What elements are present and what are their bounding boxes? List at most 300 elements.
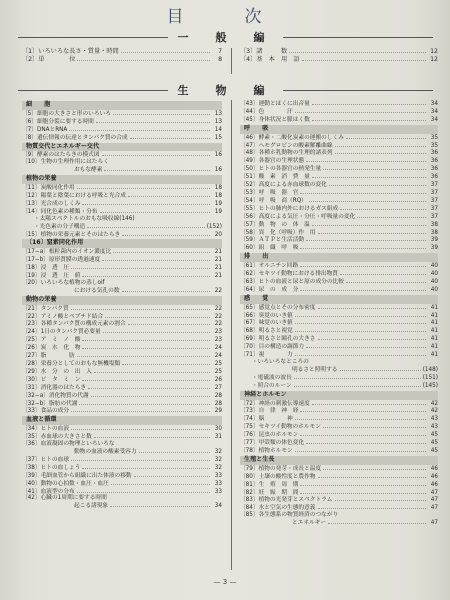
toc-entry-page: 46 xyxy=(430,473,438,480)
dot-leader xyxy=(71,425,210,430)
toc-entry-title: 〔7〕DNAとRNA xyxy=(22,126,68,133)
toc-entry[interactable] xyxy=(22,56,222,64)
toc-entry[interactable] xyxy=(240,100,438,108)
toc-entry-title: 〔79〕植物の発芽・成長と温度 xyxy=(240,465,322,472)
toc-entry[interactable] xyxy=(22,110,222,118)
toc-entry[interactable] xyxy=(240,205,438,213)
toc-entry-page: (151) xyxy=(422,374,438,381)
dot-leader xyxy=(113,248,210,253)
toc-entry-title: 〔39〕毛細血管から組織に出た体液の移動 xyxy=(22,472,132,479)
toc-section-heading: 血液と循環 xyxy=(22,416,222,425)
toc-entry-page: 24 xyxy=(214,345,222,352)
toc-entry-title: 〔48〕各種ホ乳動物の生理的諸表列 xyxy=(240,150,333,157)
toc-entry-title: 〔84〕水と空気の生態的意義 xyxy=(240,505,316,512)
dot-leader xyxy=(102,151,210,156)
toc-entry[interactable] xyxy=(240,519,438,527)
dot-leader xyxy=(295,319,426,324)
toc-entry[interactable] xyxy=(22,208,222,216)
toc-entry-title: 〔2〕単 位 xyxy=(22,55,76,63)
toc-entry-page: 45 xyxy=(430,432,438,439)
toc-entry[interactable] xyxy=(240,116,438,124)
toc-entry-page: 18 xyxy=(214,185,222,192)
dot-leader xyxy=(77,184,210,189)
toc-entry-page: 12 xyxy=(430,48,438,55)
toc-entry-page: 15 xyxy=(214,134,222,141)
toc-section-heading: 呼 吸 xyxy=(240,125,438,134)
toc-entry-page: 25 xyxy=(214,368,222,375)
toc-section-heading: 細 胞 xyxy=(22,101,222,110)
dot-leader xyxy=(295,108,426,113)
toc-entry-title: 〔28〕栄養分としてのおもな無機塩類 xyxy=(22,361,121,367)
toc-entry[interactable] xyxy=(240,359,438,366)
toc-entry-title: 〔57〕動 物 の 体 温 xyxy=(240,221,310,228)
toc-entry-page: 41 xyxy=(430,320,438,327)
toc-entry[interactable] xyxy=(240,439,438,447)
toc-entry-page: 21 xyxy=(214,265,222,272)
toc-entry[interactable] xyxy=(22,313,222,321)
toc-entry[interactable] xyxy=(22,118,222,126)
toc-entry[interactable] xyxy=(22,464,222,472)
dot-leader xyxy=(312,173,426,178)
toc-entry-page: 22 xyxy=(214,321,222,328)
toc-entry[interactable] xyxy=(22,305,222,313)
dot-leader xyxy=(300,489,426,494)
toc-entry-page: 38 xyxy=(430,229,438,236)
toc-entry[interactable] xyxy=(240,236,438,244)
toc-entry[interactable] xyxy=(22,360,222,368)
page-number: — 3 — xyxy=(213,578,237,586)
toc-entry[interactable] xyxy=(240,213,438,221)
toc-entry[interactable] xyxy=(22,248,222,256)
toc-entry-page: 43 xyxy=(430,416,438,423)
toc-entry[interactable] xyxy=(240,431,438,439)
dot-leader xyxy=(312,100,426,105)
toc-entry[interactable] xyxy=(22,368,222,376)
toc-entry-page: 12 xyxy=(430,55,438,63)
toc-entry-title: 〔14〕同化色素の種類・分布 xyxy=(22,208,98,215)
toc-entry-title: 〔15〕植物の栄養元素とそのはたらき xyxy=(22,231,121,238)
toc-entry[interactable] xyxy=(240,319,438,327)
toc-left-column xyxy=(22,100,222,510)
toc-entry-title: ・太陽スペクトルのおもな吸収線(146) xyxy=(34,215,135,222)
dot-leader xyxy=(335,149,426,154)
dot-leader xyxy=(71,264,210,269)
toc-entry-title: 〔58〕異 化（呼吸）作 用 xyxy=(240,229,316,236)
toc-section-heading: 〔16〕窒素同化作用 xyxy=(22,239,222,248)
dot-leader xyxy=(71,407,210,412)
toc-entry-page: 34 xyxy=(214,503,222,510)
toc-entry-page: 28 xyxy=(214,392,222,399)
toc-entry-page: (145) xyxy=(422,382,438,389)
toc-entry-page: 27 xyxy=(214,384,222,391)
toc-entry-page: 21 xyxy=(214,257,222,264)
toc-entry-page: 22 xyxy=(214,305,222,312)
dot-leader xyxy=(329,181,426,186)
toc-entry[interactable] xyxy=(22,272,222,280)
toc-entry-page: 45 xyxy=(430,440,438,447)
toc-entry-title: 〔74〕脳 神 xyxy=(240,416,293,423)
toc-entry-title: 〔61〕オルニチン回路 xyxy=(240,263,299,270)
toc-entry-title: 〔6〕細胞分裂に要する時間 xyxy=(22,118,94,125)
toc-entry-title: 〔78〕植物ホルモン xyxy=(240,447,293,454)
toc-entry[interactable] xyxy=(22,480,222,488)
toc-entry-title: 〔27〕脂 肪 xyxy=(22,353,75,360)
toc-entry[interactable] xyxy=(22,256,222,264)
toc-entry-title: 〔29〕水 分 の 出 入 xyxy=(22,368,92,375)
toc-entry[interactable] xyxy=(22,184,222,192)
dot-leader xyxy=(102,256,210,261)
dot-leader xyxy=(139,448,210,453)
toc-entry-title: 〔80〕土壌の酸性度と農作物 xyxy=(240,473,316,480)
toc-entry-title: ・光色素の分子構造 xyxy=(34,223,86,230)
bio-section-title: 生 物 編 xyxy=(177,84,273,97)
dot-leader xyxy=(323,165,426,170)
dot-leader xyxy=(312,400,426,405)
toc-entry-page: 47 xyxy=(430,497,438,504)
dot-leader xyxy=(94,368,210,373)
toc-entry-title: 起こる諸現象 xyxy=(74,503,109,510)
column-divider xyxy=(231,100,232,570)
toc-entry[interactable] xyxy=(22,264,222,272)
toc-entry-page: 19 xyxy=(214,208,222,215)
dot-leader xyxy=(294,382,421,387)
toc-entry[interactable] xyxy=(240,382,438,390)
dot-leader xyxy=(300,189,426,194)
toc-entry-page: 28 xyxy=(214,400,222,407)
toc-entry-title: 〔19〕浸 透 圧 値 xyxy=(22,273,81,280)
toc-entry[interactable] xyxy=(240,181,438,189)
toc-entry[interactable] xyxy=(22,425,222,433)
toc-entry-title: 〔53〕呼 吸 器 官 xyxy=(240,189,299,196)
toc-entry-page: 37 xyxy=(430,205,438,212)
toc-entry-page: 23 xyxy=(214,329,222,336)
toc-entry[interactable] xyxy=(22,456,222,464)
dot-leader xyxy=(88,384,210,389)
toc-entry[interactable] xyxy=(240,473,438,481)
toc-entry[interactable] xyxy=(240,157,438,165)
toc-entry[interactable] xyxy=(240,270,438,278)
toc-entry-page: 39 xyxy=(430,245,438,252)
dot-leader xyxy=(87,223,205,228)
toc-entry-page: 42 xyxy=(430,400,438,407)
toc-entry-title: 〔30〕ビ タ ミ ン xyxy=(22,376,81,383)
toc-entry-page: 30 xyxy=(214,426,222,433)
toc-entry[interactable] xyxy=(240,48,438,56)
toc-entry-page: 29 xyxy=(214,408,222,415)
dot-leader xyxy=(100,208,211,213)
heading-rule-right xyxy=(283,37,433,38)
dot-leader xyxy=(91,392,210,397)
toc-entry[interactable] xyxy=(240,407,438,415)
toc-entry-page: 41 xyxy=(430,352,438,359)
dot-leader xyxy=(340,205,426,210)
toc-entry[interactable] xyxy=(22,448,222,456)
toc-section-heading: 植物の栄養 xyxy=(22,175,222,184)
toc-entry[interactable] xyxy=(240,165,438,173)
toc-entry[interactable] xyxy=(240,278,438,286)
toc-entry[interactable] xyxy=(22,166,222,174)
dot-leader xyxy=(130,134,210,139)
toc-entry[interactable] xyxy=(240,56,438,64)
toc-entry[interactable] xyxy=(22,200,222,208)
toc-entry[interactable] xyxy=(22,384,222,392)
toc-entry-title: 〔62〕セキツイ動物における排出物質 xyxy=(240,271,338,278)
toc-entry-title: おもな酵素 xyxy=(74,167,103,174)
toc-entry-title: 〔77〕甲殻類の体色変化 xyxy=(240,440,305,447)
toc-entry-title: ・いろいろなところの xyxy=(252,359,309,365)
toc-entry[interactable] xyxy=(240,343,438,351)
dot-leader xyxy=(82,376,210,381)
dot-leader xyxy=(346,278,426,283)
dot-leader xyxy=(306,343,426,348)
general-right-column xyxy=(240,48,438,63)
dot-leader xyxy=(309,197,426,202)
toc-entry[interactable] xyxy=(240,489,438,497)
toc-section-heading: 神経とホルモン xyxy=(240,391,438,400)
dot-leader xyxy=(328,519,426,524)
toc-right-column xyxy=(240,100,438,527)
toc-entry-page: 41 xyxy=(430,328,438,335)
dot-leader xyxy=(300,286,426,291)
dot-leader xyxy=(300,431,426,436)
dot-leader xyxy=(77,56,210,61)
dot-leader xyxy=(300,262,426,267)
toc-entry-title: 明るさと照明する xyxy=(292,366,338,373)
toc-entry[interactable] xyxy=(22,192,222,200)
toc-entry[interactable] xyxy=(22,280,222,287)
toc-entry[interactable] xyxy=(240,304,438,312)
toc-entry[interactable] xyxy=(240,229,438,237)
toc-entry-title: 〔26〕炭 水 化 物 xyxy=(22,345,81,352)
toc-entry-title: 〔42〕心臓の1周期に要する時間 xyxy=(22,495,107,502)
toc-entry[interactable] xyxy=(240,221,438,229)
toc-entry[interactable] xyxy=(22,320,222,328)
toc-entry-title: 〔33〕食品の成分 xyxy=(22,408,70,415)
toc-entry-page: 33 xyxy=(214,480,222,487)
toc-entry[interactable] xyxy=(22,216,222,223)
toc-entry[interactable] xyxy=(22,231,222,239)
toc-entry-title: 〔85〕各生態系の物質経済のつながり xyxy=(240,512,339,519)
toc-entry-page: 36 xyxy=(430,150,438,157)
toc-entry-page: 21 xyxy=(214,249,222,256)
toc-entry-title: 〔82〕妊 娠 期 間 xyxy=(240,489,299,496)
toc-entry-title: 〔34〕ヒトの血液 xyxy=(22,426,70,433)
toc-entry[interactable] xyxy=(22,433,222,441)
toc-entry-title: 〔71〕視 力 xyxy=(240,352,293,359)
toc-entry[interactable] xyxy=(22,287,222,295)
toc-entry-page: 41 xyxy=(430,312,438,319)
toc-entry[interactable] xyxy=(22,344,222,352)
dot-leader xyxy=(82,200,210,205)
toc-entry-page: 40 xyxy=(430,278,438,285)
bio-section-heading xyxy=(0,82,450,98)
toc-entry[interactable] xyxy=(22,441,222,448)
toc-entry[interactable] xyxy=(240,134,438,142)
toc-entry-page: 37 xyxy=(430,182,438,189)
toc-entry[interactable] xyxy=(240,400,438,408)
toc-entry-title: 〔56〕高度による気圧・分圧・呼吸量の変化 xyxy=(240,213,356,220)
toc-entry[interactable] xyxy=(240,312,438,320)
toc-entry-page: 21 xyxy=(214,273,222,280)
dot-leader xyxy=(318,473,427,478)
toc-entry-page: 35 xyxy=(430,134,438,141)
general-section-heading xyxy=(0,29,450,45)
dot-leader xyxy=(82,272,210,277)
dot-leader xyxy=(94,433,210,438)
toc-entry[interactable] xyxy=(240,262,438,270)
toc-entry[interactable] xyxy=(240,374,438,382)
page-title: 目 次 xyxy=(166,7,284,27)
toc-entry-title: 〔40〕動物の心拍数・血圧・血圧 xyxy=(22,480,109,487)
toc-entry[interactable] xyxy=(22,48,222,56)
toc-entry[interactable] xyxy=(240,149,438,157)
toc-entry-page: 40 xyxy=(430,271,438,278)
dot-leader xyxy=(306,236,426,241)
toc-entry-page: 46 xyxy=(430,465,438,472)
toc-entry-page: 22 xyxy=(214,313,222,320)
toc-entry-title: 〔4〕基 本 用 語 xyxy=(240,55,300,63)
toc-entry-title: 〔38〕ヒトの血しょう xyxy=(22,464,81,471)
dot-leader xyxy=(335,496,427,501)
toc-entry-title: 〔25〕ア ミ ノ 酸 xyxy=(22,337,81,344)
dot-leader xyxy=(113,110,210,115)
dot-leader xyxy=(82,344,210,349)
toc-entry-title: 〔18〕浸 透 圧 xyxy=(22,265,70,272)
toc-entry-title: 〔45〕身体状況と脈はく数 xyxy=(240,116,310,123)
dot-leader xyxy=(340,270,426,275)
toc-entry-title: 〔51〕酸 素 消 費 量 xyxy=(240,174,310,181)
toc-entry-title: 〔66〕臭覚のいき値 xyxy=(240,312,293,319)
toc-entry[interactable] xyxy=(240,189,438,197)
toc-entry-page: 23 xyxy=(214,337,222,344)
toc-entry[interactable] xyxy=(22,392,222,400)
toc-entry[interactable] xyxy=(22,134,222,142)
dot-leader xyxy=(295,447,426,452)
toc-entry[interactable] xyxy=(22,126,222,134)
toc-entry-title: 〔55〕ヒトの肺内外におけるガス組成 xyxy=(240,205,339,212)
toc-entry[interactable] xyxy=(22,472,222,480)
toc-entry-title: 〔20〕いろいろな植物の蒸しoif xyxy=(22,279,105,286)
toc-entry[interactable] xyxy=(240,351,438,359)
toc-entry[interactable] xyxy=(240,244,438,252)
toc-entry[interactable] xyxy=(240,335,438,343)
toc-entry-title: 〔73〕自 律 神 経 xyxy=(240,408,299,415)
toc-entry[interactable] xyxy=(22,407,222,415)
dot-leader xyxy=(318,335,427,340)
toc-entry[interactable] xyxy=(240,108,438,116)
toc-entry[interactable] xyxy=(240,173,438,181)
dot-leader xyxy=(82,464,210,469)
toc-entry[interactable] xyxy=(240,512,438,519)
dot-leader xyxy=(318,304,427,309)
toc-entry-title: 〔12〕陽葉と陰葉における呼吸と光合成 xyxy=(22,192,126,199)
toc-entry[interactable] xyxy=(22,376,222,384)
toc-entry-page: 39 xyxy=(430,237,438,244)
toc-entry-title: 〔31〕消化器のはたらき xyxy=(22,384,87,391)
dot-leader xyxy=(300,481,426,486)
dot-leader xyxy=(105,313,210,318)
dot-leader xyxy=(128,320,210,325)
toc-entry[interactable] xyxy=(22,328,222,336)
toc-entry[interactable] xyxy=(240,366,438,374)
toc-entry-title: 〔41〕血液型の分布 xyxy=(22,488,75,495)
dot-leader xyxy=(110,502,210,507)
toc-entry-page: 13 xyxy=(214,118,222,125)
dot-leader xyxy=(289,48,426,53)
toc-entry[interactable] xyxy=(22,223,222,231)
toc-entry[interactable] xyxy=(240,447,438,455)
toc-entry-page: 36 xyxy=(430,166,438,173)
toc-entry[interactable] xyxy=(240,327,438,335)
dot-leader xyxy=(104,166,210,171)
toc-entry[interactable] xyxy=(22,400,222,408)
toc-entry-title: 〔8〕遺伝情報の伝達とタンパク質の合成 xyxy=(22,134,128,141)
dot-leader xyxy=(295,415,426,420)
toc-entry-page: 34 xyxy=(430,116,438,123)
toc-entry-title: 〔22〕アミノ酸とペプチド結合 xyxy=(22,313,104,320)
toc-entry[interactable] xyxy=(240,142,438,150)
dot-leader xyxy=(346,134,426,139)
toc-entry-page: 37 xyxy=(430,197,438,204)
dot-leader xyxy=(295,312,426,317)
toc-entry[interactable] xyxy=(240,286,438,294)
toc-entry[interactable] xyxy=(240,415,438,423)
toc-entry-title: 〔59〕ＡＴＰと生活活動 xyxy=(240,237,305,244)
dot-leader xyxy=(71,305,210,310)
toc-entry-title: 〔46〕酵素・二酸化炭素の運搬のしくみ xyxy=(240,134,344,141)
toc-entry[interactable] xyxy=(240,496,438,504)
toc-entry[interactable] xyxy=(240,423,438,431)
toc-entry-title: 〔43〕運動とほくに出音量 xyxy=(240,101,310,107)
toc-entry-page: 38 xyxy=(430,221,438,228)
toc-entry[interactable] xyxy=(240,197,438,205)
dot-leader xyxy=(96,118,210,123)
dot-leader xyxy=(128,192,210,197)
toc-entry-page: 16 xyxy=(214,152,222,159)
toc-entry-page: (148) xyxy=(422,366,438,373)
toc-entry-title: 〔23〕各種タンパク質の構成元素の割合 xyxy=(22,321,126,328)
toc-entry[interactable] xyxy=(22,495,222,502)
toc-entry-page: 46 xyxy=(430,481,438,488)
toc-entry-title: 〔52〕高度による赤血球数の変化 xyxy=(240,182,327,189)
dot-leader xyxy=(134,472,210,477)
toc-entry-page: 25 xyxy=(214,361,222,367)
toc-entry[interactable] xyxy=(240,481,438,489)
toc-entry-title: 〔54〕呼 吸 商（RQ） xyxy=(240,197,307,204)
general-left-column xyxy=(22,48,222,63)
toc-entry-page: 33 xyxy=(214,488,222,495)
heading-rule-right xyxy=(283,90,433,91)
toc-entry[interactable] xyxy=(22,159,222,166)
toc-entry-title: 〔49〕各器官の生理状態 xyxy=(240,158,305,165)
toc-entry-title: 〔9〕酵素のはたらきの模式図 xyxy=(22,152,100,159)
dot-leader xyxy=(79,400,210,405)
toc-entry[interactable] xyxy=(22,502,222,510)
toc-entry-page: 32 xyxy=(214,448,222,455)
toc-entry-title: 〔13〕光合成のしくみ xyxy=(22,200,81,207)
toc-entry-page: 41 xyxy=(430,304,438,311)
toc-entry[interactable] xyxy=(240,465,438,473)
toc-entry-page: 26 xyxy=(214,376,222,383)
toc-entry-title: 〔35〕赤血球の大きさと数 xyxy=(22,434,92,441)
toc-entry[interactable] xyxy=(22,336,222,344)
toc-entry-page: 24 xyxy=(214,353,222,360)
toc-entry-page: (152) xyxy=(206,223,222,230)
toc-entry[interactable] xyxy=(22,352,222,360)
dot-leader xyxy=(295,351,426,356)
toc-entry-title: 〔10〕生物の生理作用にはたらく xyxy=(22,159,109,166)
toc-entry-page: 35 xyxy=(430,142,438,149)
